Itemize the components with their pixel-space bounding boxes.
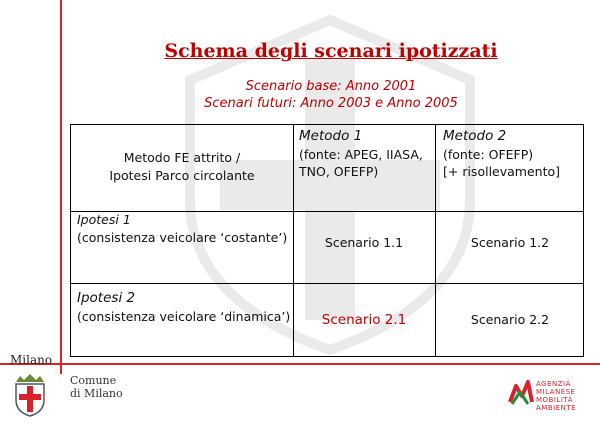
- row-title: Ipotesi 2: [77, 290, 136, 306]
- column-title: Metodo 1: [299, 128, 363, 144]
- agency-name: [536, 380, 576, 412]
- agency-logo-icon: [508, 378, 534, 406]
- page-title: Schema degli scenari ipotizzati: [164, 40, 498, 62]
- subtitle-future-scenarios: Scenari futuri: Anno 2003 e Anno 2005: [204, 96, 458, 111]
- row-description: (consistenza veicolare ‘dinamica’): [77, 308, 291, 324]
- city-name: Milano: [10, 353, 53, 367]
- scenario-cell-1-2: Scenario 1.2: [470, 235, 550, 250]
- row-description: (consistenza veicolare ‘costante’): [77, 229, 288, 245]
- scenario-table: [70, 124, 584, 357]
- frame-horizontal-line: [0, 363, 600, 365]
- scenario-cell-1-1: Scenario 1.1: [324, 235, 404, 250]
- subtitle-base-scenario: Scenario base: Anno 2001: [245, 79, 417, 94]
- column-header-method-1: [299, 127, 435, 181]
- row-header-hypothesis-2: [77, 289, 291, 325]
- column-source: (fonte: APEG, IIASA,: [299, 146, 423, 162]
- column-source-cont: TNO, OFEFP): [299, 164, 379, 180]
- agency-line: MILANESE: [536, 388, 576, 397]
- scenario-cell-2-2: Scenario 2.2: [470, 312, 550, 327]
- row-header-hypothesis-1: [77, 211, 291, 246]
- table-corner-cell: [71, 149, 293, 184]
- column-source: (fonte: OFEFP): [443, 146, 534, 162]
- scenario-cell-2-1: Scenario 2.1: [321, 312, 407, 328]
- agency-line: AMBIENTE: [536, 404, 577, 413]
- comune-line-2: di Milano: [70, 387, 123, 401]
- corner-label-hypothesis: Ipotesi Parco circolante: [109, 167, 255, 183]
- column-title: Metodo 2: [443, 128, 507, 144]
- comune-logo: [70, 374, 123, 400]
- agency-line: MOBILITÀ: [536, 396, 573, 405]
- corner-label-method: Metodo FE attrito /: [123, 150, 241, 165]
- column-note: [+ risollevamento]: [443, 164, 561, 180]
- comune-line-1: Comune: [70, 374, 117, 387]
- milano-crest-icon: [12, 372, 48, 418]
- row-title: Ipotesi 1: [77, 212, 131, 227]
- column-header-method-2: [443, 127, 583, 181]
- table-divider: [71, 283, 583, 284]
- agency-line: AGENZIA: [536, 380, 571, 388]
